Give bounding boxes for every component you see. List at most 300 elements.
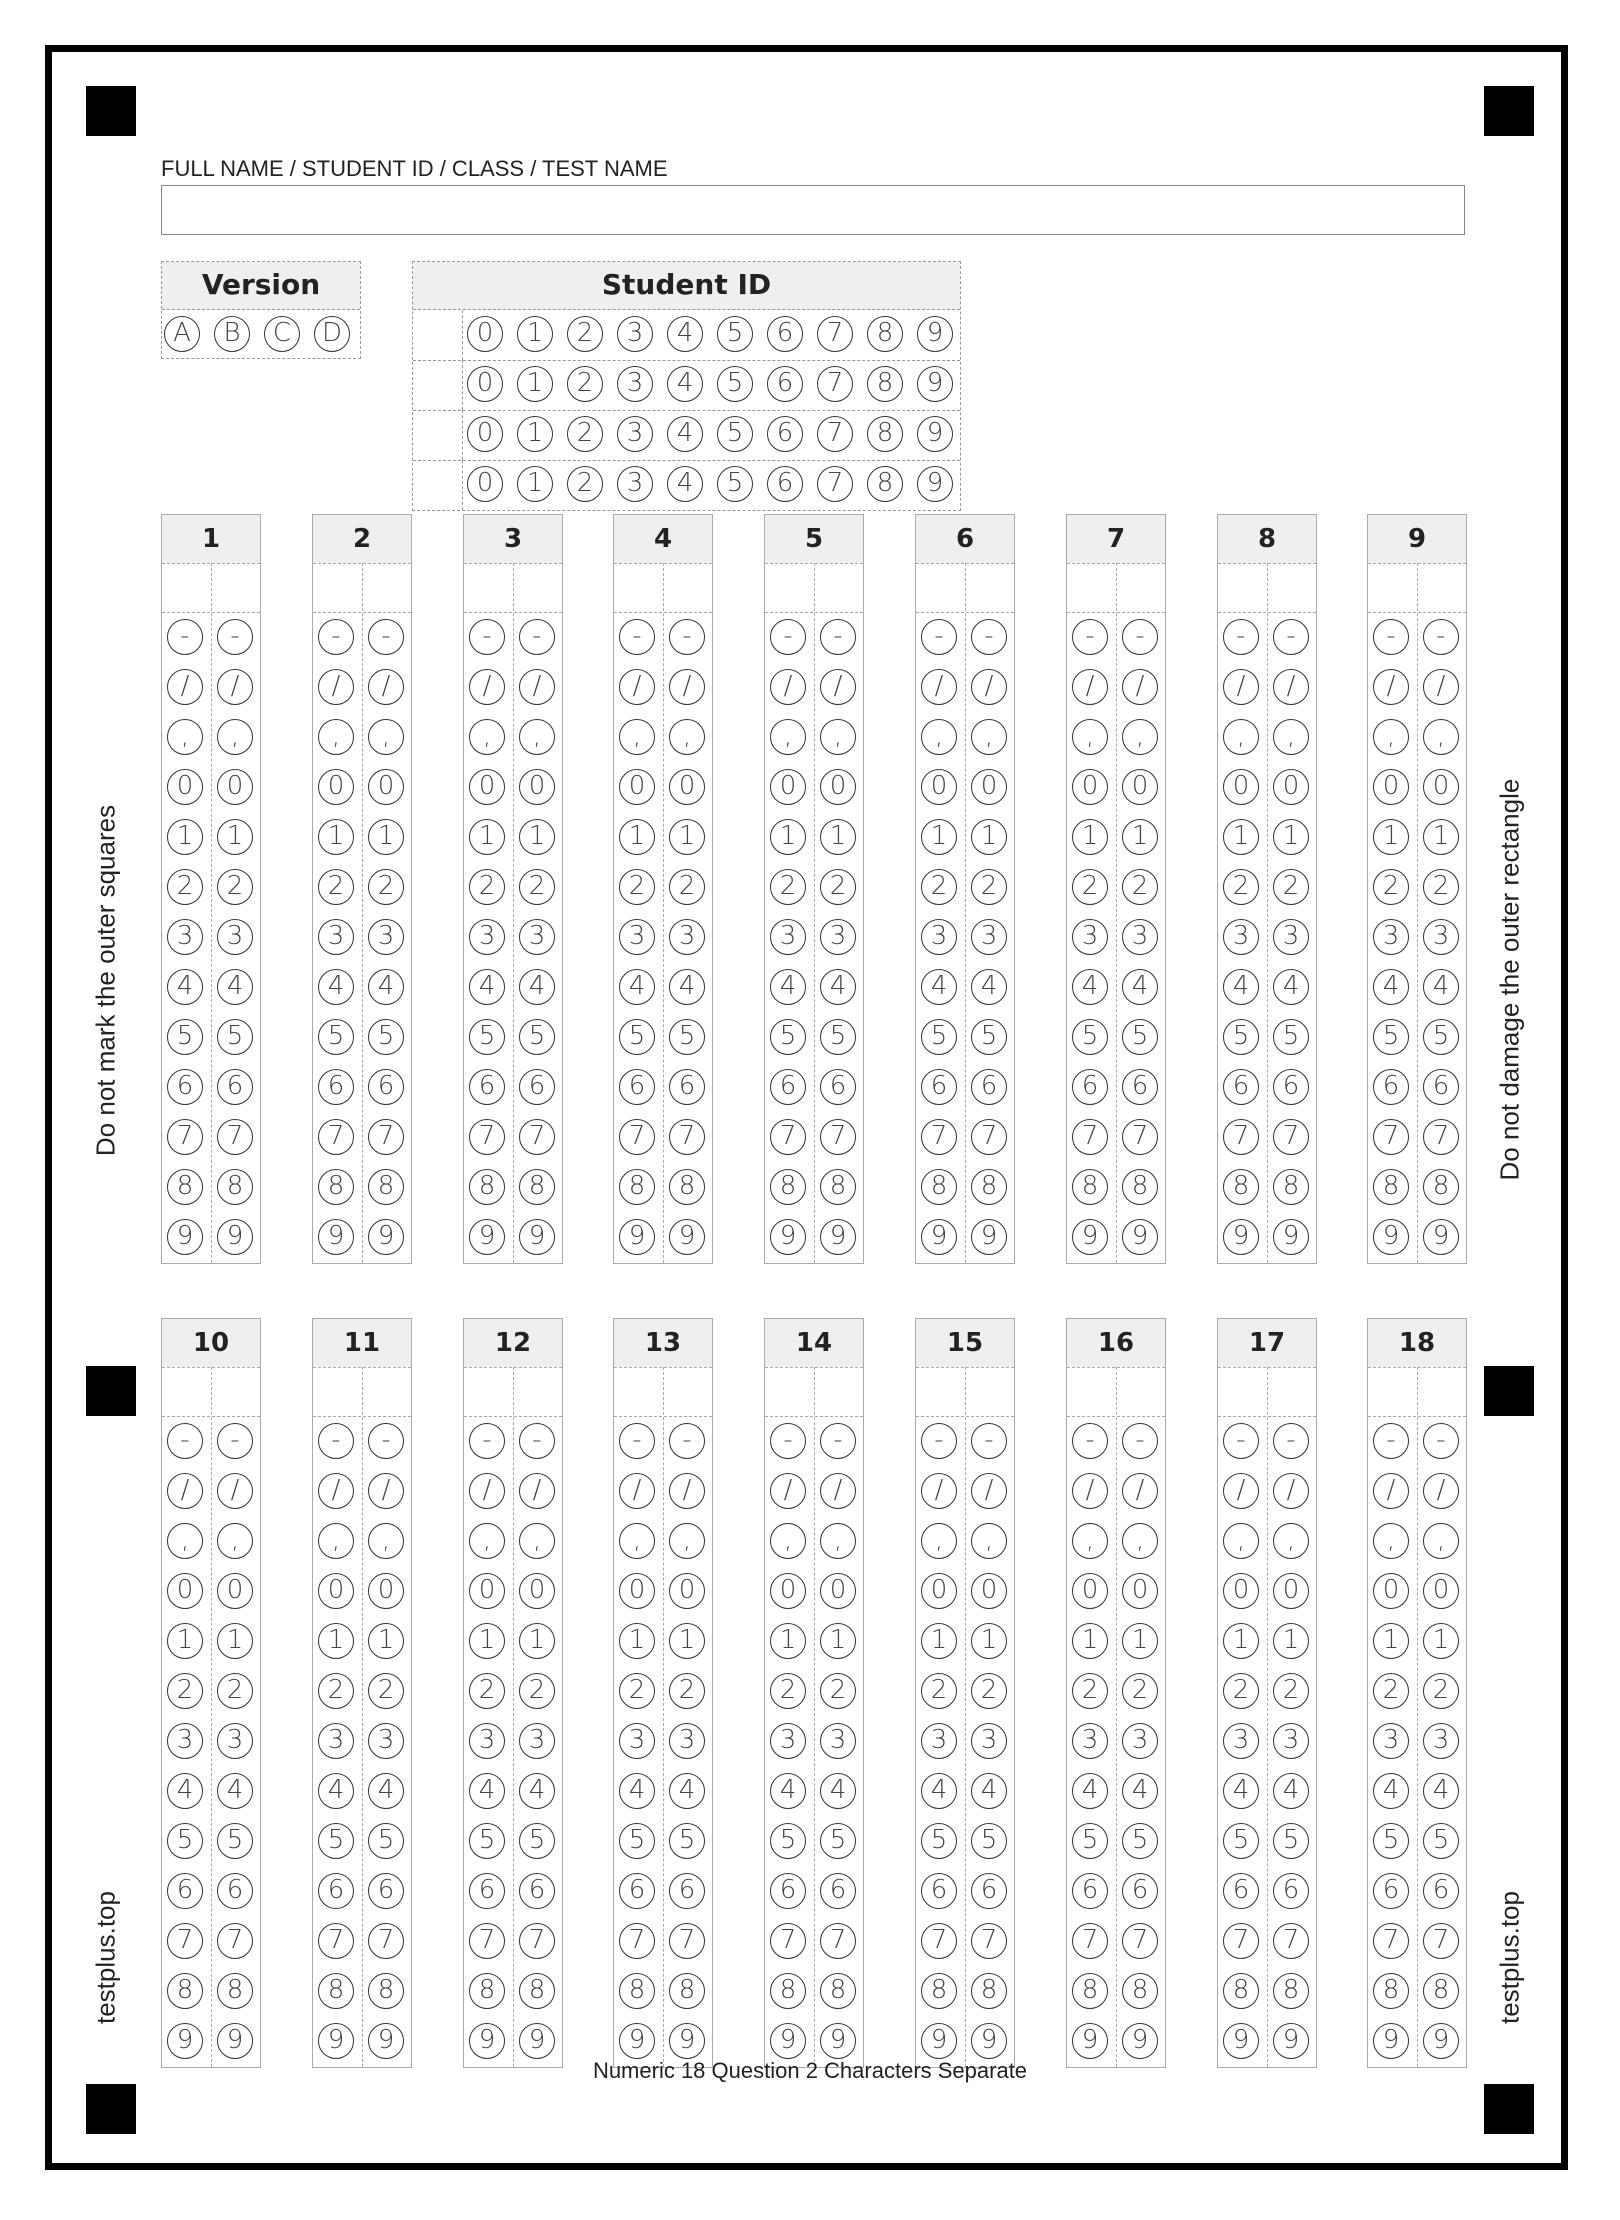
student-id-bubble-1[interactable]: 1 [517,466,553,502]
answer-bubble[interactable]: 7 [971,1119,1007,1155]
answer-bubble[interactable]: , [820,1523,856,1559]
answer-bubble[interactable]: 7 [1223,1923,1259,1959]
answer-bubble[interactable]: 0 [1373,1573,1409,1609]
answer-bubble[interactable]: 0 [971,769,1007,805]
answer-bubble[interactable]: 8 [368,1973,404,2009]
answer-bubble[interactable]: 2 [770,869,806,905]
answer-bubble[interactable]: , [971,1523,1007,1559]
answer-bubble[interactable]: 9 [1072,1219,1108,1255]
answer-bubble[interactable]: 8 [619,1169,655,1205]
answer-bubble[interactable]: 3 [770,919,806,955]
answer-bubble[interactable]: 9 [1223,2023,1259,2059]
answer-bubble[interactable]: 6 [971,1069,1007,1105]
answer-bubble[interactable]: 2 [669,1673,705,1709]
answer-bubble[interactable]: 6 [1072,1873,1108,1909]
version-bubble-d[interactable]: D [314,316,350,352]
answer-bubble[interactable]: 5 [1373,1019,1409,1055]
answer-bubble[interactable]: 0 [1423,769,1459,805]
answer-bubble[interactable]: / [1273,1473,1309,1509]
answer-bubble[interactable]: 5 [921,1019,957,1055]
answer-bubble[interactable]: - [669,619,705,655]
answer-bubble[interactable]: 7 [519,1119,555,1155]
version-bubble-b[interactable]: B [214,316,250,352]
answer-bubble[interactable]: 1 [669,1623,705,1659]
answer-bubble[interactable]: 9 [519,1219,555,1255]
answer-bubble[interactable]: 0 [519,769,555,805]
answer-bubble[interactable]: 0 [669,769,705,805]
answer-bubble[interactable]: 2 [971,1673,1007,1709]
answer-bubble[interactable]: 2 [217,1673,253,1709]
answer-bubble[interactable]: 7 [469,1923,505,1959]
answer-bubble[interactable]: 0 [921,1573,957,1609]
answer-bubble[interactable]: 1 [1373,819,1409,855]
answer-bubble[interactable]: 2 [921,869,957,905]
answer-bubble[interactable]: 1 [1373,1623,1409,1659]
answer-bubble[interactable]: 0 [619,769,655,805]
answer-bubble[interactable]: 1 [368,1623,404,1659]
answer-bubble[interactable]: 5 [519,1823,555,1859]
answer-bubble[interactable]: , [619,719,655,755]
answer-bubble[interactable]: 4 [921,969,957,1005]
answer-bubble[interactable]: 2 [1423,869,1459,905]
answer-bubble[interactable]: 4 [368,1773,404,1809]
answer-bubble[interactable]: 2 [669,869,705,905]
answer-bubble[interactable]: 3 [167,1723,203,1759]
answer-bubble[interactable]: 8 [820,1169,856,1205]
answer-bubble[interactable]: 8 [1072,1169,1108,1205]
answer-bubble[interactable]: 5 [770,1823,806,1859]
answer-bubble[interactable]: , [217,719,253,755]
answer-bubble[interactable]: 6 [669,1873,705,1909]
answer-bubble[interactable]: , [368,1523,404,1559]
answer-bubble[interactable]: / [469,669,505,705]
answer-bubble[interactable]: 2 [519,1673,555,1709]
answer-bubble[interactable]: 5 [368,1823,404,1859]
answer-bubble[interactable]: - [368,619,404,655]
answer-bubble[interactable]: 6 [921,1069,957,1105]
answer-bubble[interactable]: 2 [1273,1673,1309,1709]
answer-bubble[interactable]: 8 [971,1973,1007,2009]
answer-bubble[interactable]: 4 [1223,1773,1259,1809]
answer-bubble[interactable]: 6 [1423,1069,1459,1105]
answer-bubble[interactable]: 2 [619,1673,655,1709]
answer-bubble[interactable]: 4 [167,969,203,1005]
answer-bubble[interactable]: , [469,719,505,755]
answer-bubble[interactable]: 1 [1273,1623,1309,1659]
answer-bubble[interactable]: - [770,619,806,655]
answer-bubble[interactable]: - [318,1423,354,1459]
answer-bubble[interactable]: 0 [1223,1573,1259,1609]
answer-bubble[interactable]: 2 [1122,1673,1158,1709]
answer-bubble[interactable]: / [1423,669,1459,705]
answer-bubble[interactable]: 6 [318,1873,354,1909]
answer-bubble[interactable]: 6 [167,1069,203,1105]
answer-bubble[interactable]: 1 [1223,819,1259,855]
answer-bubble[interactable]: 7 [1373,1119,1409,1155]
answer-bubble[interactable]: 2 [469,869,505,905]
answer-bubble[interactable]: 9 [217,1219,253,1255]
version-bubble-a[interactable]: A [164,316,200,352]
answer-bubble[interactable]: 7 [619,1119,655,1155]
answer-bubble[interactable]: 5 [318,1019,354,1055]
student-id-bubble-2[interactable]: 2 [567,366,603,402]
answer-bubble[interactable]: - [469,619,505,655]
answer-bubble[interactable]: - [368,1423,404,1459]
answer-bubble[interactable]: , [1373,719,1409,755]
answer-bubble[interactable]: 6 [1373,1873,1409,1909]
answer-bubble[interactable]: 6 [1223,1069,1259,1105]
answer-bubble[interactable]: 8 [217,1169,253,1205]
student-id-bubble-2[interactable]: 2 [567,466,603,502]
answer-bubble[interactable]: 5 [1072,1823,1108,1859]
answer-bubble[interactable]: 7 [368,1923,404,1959]
student-id-bubble-8[interactable]: 8 [867,316,903,352]
answer-bubble[interactable]: 6 [368,1873,404,1909]
answer-bubble[interactable]: 1 [921,1623,957,1659]
answer-bubble[interactable]: , [921,719,957,755]
answer-bubble[interactable]: 3 [1072,1723,1108,1759]
answer-bubble[interactable]: 1 [519,819,555,855]
answer-bubble[interactable]: , [1423,719,1459,755]
student-id-bubble-3[interactable]: 3 [617,416,653,452]
answer-bubble[interactable]: , [167,1523,203,1559]
student-id-bubble-8[interactable]: 8 [867,416,903,452]
answer-bubble[interactable]: 2 [1072,869,1108,905]
answer-bubble[interactable]: 5 [1273,1823,1309,1859]
answer-bubble[interactable]: 7 [1072,1923,1108,1959]
answer-bubble[interactable]: 8 [1373,1169,1409,1205]
answer-bubble[interactable]: 3 [921,919,957,955]
answer-bubble[interactable]: 6 [820,1069,856,1105]
answer-bubble[interactable]: - [669,1423,705,1459]
answer-bubble[interactable]: 9 [619,1219,655,1255]
answer-bubble[interactable]: 8 [519,1973,555,2009]
answer-bubble[interactable]: / [669,669,705,705]
student-id-bubble-2[interactable]: 2 [567,416,603,452]
answer-bubble[interactable]: 4 [217,1773,253,1809]
answer-bubble[interactable]: 2 [971,869,1007,905]
answer-bubble[interactable]: 7 [1223,1119,1259,1155]
answer-bubble[interactable]: 3 [1273,1723,1309,1759]
answer-bubble[interactable]: - [1122,619,1158,655]
answer-bubble[interactable]: 5 [1373,1823,1409,1859]
answer-bubble[interactable]: 8 [1223,1169,1259,1205]
answer-bubble[interactable]: 4 [318,1773,354,1809]
answer-bubble[interactable]: - [619,619,655,655]
answer-bubble[interactable]: 3 [318,919,354,955]
student-id-bubble-4[interactable]: 4 [667,466,703,502]
answer-bubble[interactable]: 3 [971,1723,1007,1759]
answer-bubble[interactable]: 2 [921,1673,957,1709]
answer-bubble[interactable]: 8 [770,1169,806,1205]
answer-bubble[interactable]: 4 [1373,969,1409,1005]
answer-bubble[interactable]: , [519,719,555,755]
answer-bubble[interactable]: 4 [519,969,555,1005]
answer-bubble[interactable]: 7 [820,1923,856,1959]
answer-bubble[interactable]: 4 [1273,969,1309,1005]
answer-bubble[interactable]: 2 [1223,1673,1259,1709]
student-id-bubble-7[interactable]: 7 [817,366,853,402]
answer-bubble[interactable]: , [217,1523,253,1559]
answer-bubble[interactable]: 3 [1273,919,1309,955]
answer-bubble[interactable]: - [1072,1423,1108,1459]
student-id-bubble-5[interactable]: 5 [717,366,753,402]
answer-bubble[interactable]: 9 [820,1219,856,1255]
answer-bubble[interactable]: 2 [770,1673,806,1709]
answer-bubble[interactable]: 6 [469,1873,505,1909]
answer-bubble[interactable]: , [318,719,354,755]
answer-bubble[interactable]: / [519,1473,555,1509]
answer-bubble[interactable]: 1 [1273,819,1309,855]
answer-bubble[interactable]: 4 [1273,1773,1309,1809]
answer-bubble[interactable]: 4 [167,1773,203,1809]
answer-bubble[interactable]: 7 [770,1923,806,1959]
answer-bubble[interactable]: 0 [1122,769,1158,805]
answer-bubble[interactable]: 9 [469,2023,505,2059]
student-id-bubble-5[interactable]: 5 [717,316,753,352]
answer-bubble[interactable]: 9 [669,1219,705,1255]
student-id-bubble-3[interactable]: 3 [617,316,653,352]
student-id-write-box[interactable] [413,460,463,510]
answer-bubble[interactable]: 8 [669,1973,705,2009]
student-id-bubble-4[interactable]: 4 [667,416,703,452]
answer-bubble[interactable]: - [469,1423,505,1459]
answer-bubble[interactable]: 7 [469,1119,505,1155]
answer-bubble[interactable]: - [1122,1423,1158,1459]
student-id-bubble-4[interactable]: 4 [667,366,703,402]
answer-bubble[interactable]: 2 [1273,869,1309,905]
answer-bubble[interactable]: 0 [770,1573,806,1609]
answer-bubble[interactable]: 0 [971,1573,1007,1609]
answer-bubble[interactable]: 5 [770,1019,806,1055]
answer-bubble[interactable]: 7 [669,1923,705,1959]
answer-bubble[interactable]: 5 [1072,1019,1108,1055]
answer-bubble[interactable]: 3 [1122,919,1158,955]
answer-bubble[interactable]: 4 [971,1773,1007,1809]
answer-bubble[interactable]: 6 [469,1069,505,1105]
answer-bubble[interactable]: 0 [1273,769,1309,805]
answer-bubble[interactable]: 2 [619,869,655,905]
answer-bubble[interactable]: / [318,1473,354,1509]
answer-bubble[interactable]: 6 [1423,1873,1459,1909]
answer-bubble[interactable]: / [770,1473,806,1509]
answer-bubble[interactable]: 0 [1072,769,1108,805]
answer-bubble[interactable]: 5 [820,1823,856,1859]
answer-bubble[interactable]: , [318,1523,354,1559]
answer-bubble[interactable]: 6 [519,1069,555,1105]
answer-bubble[interactable]: 1 [971,1623,1007,1659]
answer-bubble[interactable]: 3 [1072,919,1108,955]
answer-bubble[interactable]: , [1122,1523,1158,1559]
student-id-bubble-9[interactable]: 9 [917,366,953,402]
answer-bubble[interactable]: / [971,1473,1007,1509]
answer-bubble[interactable]: 9 [971,1219,1007,1255]
answer-bubble[interactable]: 9 [669,2023,705,2059]
student-id-bubble-1[interactable]: 1 [517,316,553,352]
answer-bubble[interactable]: 9 [770,2023,806,2059]
answer-bubble[interactable]: 6 [669,1069,705,1105]
answer-bubble[interactable]: , [519,1523,555,1559]
answer-bubble[interactable]: , [669,719,705,755]
answer-bubble[interactable]: 1 [1423,1623,1459,1659]
answer-bubble[interactable]: 7 [1122,1119,1158,1155]
answer-bubble[interactable]: , [1072,719,1108,755]
answer-bubble[interactable]: 2 [820,1673,856,1709]
answer-bubble[interactable]: 7 [318,1923,354,1959]
answer-bubble[interactable]: 9 [770,1219,806,1255]
answer-bubble[interactable]: 0 [669,1573,705,1609]
answer-bubble[interactable]: 7 [1273,1119,1309,1155]
answer-bubble[interactable]: - [1423,1423,1459,1459]
student-id-bubble-3[interactable]: 3 [617,466,653,502]
answer-bubble[interactable]: - [770,1423,806,1459]
answer-bubble[interactable]: 5 [469,1019,505,1055]
answer-bubble[interactable]: / [669,1473,705,1509]
answer-bubble[interactable]: 4 [770,969,806,1005]
answer-bubble[interactable]: , [167,719,203,755]
answer-bubble[interactable]: 8 [1223,1973,1259,2009]
answer-bubble[interactable]: 9 [1273,1219,1309,1255]
answer-bubble[interactable]: 0 [469,1573,505,1609]
answer-bubble[interactable]: 2 [1122,869,1158,905]
answer-bubble[interactable]: 9 [921,1219,957,1255]
answer-bubble[interactable]: 1 [368,819,404,855]
answer-bubble[interactable]: 3 [1122,1723,1158,1759]
student-id-bubble-4[interactable]: 4 [667,316,703,352]
answer-bubble[interactable]: 5 [318,1823,354,1859]
answer-bubble[interactable]: , [1373,1523,1409,1559]
answer-bubble[interactable]: 7 [1273,1923,1309,1959]
answer-bubble[interactable]: 8 [921,1169,957,1205]
answer-bubble[interactable]: 8 [1122,1169,1158,1205]
answer-bubble[interactable]: 4 [469,1773,505,1809]
answer-bubble[interactable]: 5 [368,1019,404,1055]
answer-bubble[interactable]: , [669,1523,705,1559]
answer-bubble[interactable]: 9 [1423,2023,1459,2059]
answer-bubble[interactable]: 3 [217,1723,253,1759]
answer-bubble[interactable]: 5 [167,1823,203,1859]
answer-bubble[interactable]: 8 [1373,1973,1409,2009]
answer-bubble[interactable]: 6 [619,1873,655,1909]
answer-bubble[interactable]: 3 [167,919,203,955]
student-id-bubble-7[interactable]: 7 [817,316,853,352]
answer-bubble[interactable]: / [167,1473,203,1509]
answer-bubble[interactable]: 4 [770,1773,806,1809]
answer-bubble[interactable]: , [368,719,404,755]
answer-bubble[interactable]: 7 [1423,1923,1459,1959]
answer-bubble[interactable]: 4 [368,969,404,1005]
answer-bubble[interactable]: 3 [921,1723,957,1759]
answer-bubble[interactable]: 1 [1423,819,1459,855]
answer-bubble[interactable]: 3 [669,1723,705,1759]
student-id-bubble-3[interactable]: 3 [617,366,653,402]
answer-bubble[interactable]: / [368,1473,404,1509]
answer-bubble[interactable]: 0 [318,1573,354,1609]
answer-bubble[interactable]: 3 [619,919,655,955]
answer-bubble[interactable]: 7 [1373,1923,1409,1959]
student-id-bubble-8[interactable]: 8 [867,366,903,402]
answer-bubble[interactable]: 9 [318,1219,354,1255]
answer-bubble[interactable]: 2 [820,869,856,905]
answer-bubble[interactable]: - [921,1423,957,1459]
answer-bubble[interactable]: 5 [619,1019,655,1055]
answer-bubble[interactable]: 6 [1273,1873,1309,1909]
answer-bubble[interactable]: 0 [519,1573,555,1609]
answer-bubble[interactable]: - [1072,619,1108,655]
answer-bubble[interactable]: 5 [217,1823,253,1859]
student-id-bubble-5[interactable]: 5 [717,466,753,502]
answer-bubble[interactable]: 7 [669,1119,705,1155]
answer-bubble[interactable]: 7 [217,1923,253,1959]
answer-bubble[interactable]: - [619,1423,655,1459]
answer-bubble[interactable]: 2 [368,1673,404,1709]
answer-bubble[interactable]: / [318,669,354,705]
answer-bubble[interactable]: 2 [167,1673,203,1709]
answer-bubble[interactable]: 0 [217,1573,253,1609]
answer-bubble[interactable]: / [1223,669,1259,705]
answer-bubble[interactable]: 2 [217,869,253,905]
answer-bubble[interactable]: 5 [1423,1823,1459,1859]
answer-bubble[interactable]: / [469,1473,505,1509]
answer-bubble[interactable]: , [1072,1523,1108,1559]
answer-bubble[interactable]: 0 [1273,1573,1309,1609]
answer-bubble[interactable]: 9 [318,2023,354,2059]
answer-bubble[interactable]: 6 [1122,1873,1158,1909]
answer-bubble[interactable]: 9 [619,2023,655,2059]
answer-bubble[interactable]: 9 [1072,2023,1108,2059]
answer-bubble[interactable]: 7 [820,1119,856,1155]
answer-bubble[interactable]: - [1273,1423,1309,1459]
answer-bubble[interactable]: / [217,669,253,705]
answer-bubble[interactable]: 6 [921,1873,957,1909]
answer-bubble[interactable]: 8 [770,1973,806,2009]
answer-bubble[interactable]: 5 [519,1019,555,1055]
answer-bubble[interactable]: - [167,1423,203,1459]
answer-bubble[interactable]: 1 [770,1623,806,1659]
answer-bubble[interactable]: - [971,619,1007,655]
answer-bubble[interactable]: - [519,619,555,655]
answer-bubble[interactable]: 3 [770,1723,806,1759]
student-id-write-box[interactable] [413,310,463,360]
answer-bubble[interactable]: 5 [669,1019,705,1055]
answer-bubble[interactable]: 1 [519,1623,555,1659]
answer-bubble[interactable]: 8 [1423,1169,1459,1205]
answer-bubble[interactable]: 4 [1423,969,1459,1005]
answer-bubble[interactable]: 1 [167,1623,203,1659]
answer-bubble[interactable]: 6 [820,1873,856,1909]
student-id-bubble-9[interactable]: 9 [917,416,953,452]
student-id-bubble-0[interactable]: 0 [467,316,503,352]
answer-bubble[interactable]: 4 [1072,1773,1108,1809]
answer-bubble[interactable]: - [1423,619,1459,655]
answer-bubble[interactable]: - [921,619,957,655]
answer-bubble[interactable]: 4 [669,1773,705,1809]
answer-bubble[interactable]: - [1373,1423,1409,1459]
answer-bubble[interactable]: , [1223,719,1259,755]
answer-bubble[interactable]: / [1122,1473,1158,1509]
answer-bubble[interactable]: 4 [820,969,856,1005]
answer-bubble[interactable]: 9 [469,1219,505,1255]
answer-bubble[interactable]: 6 [971,1873,1007,1909]
answer-bubble[interactable]: 4 [971,969,1007,1005]
answer-bubble[interactable]: 3 [1223,919,1259,955]
answer-bubble[interactable]: 8 [167,1973,203,2009]
answer-bubble[interactable]: 5 [669,1823,705,1859]
answer-bubble[interactable]: 6 [1223,1873,1259,1909]
answer-bubble[interactable]: 8 [1072,1973,1108,2009]
answer-bubble[interactable]: 3 [820,919,856,955]
answer-bubble[interactable]: 4 [921,1773,957,1809]
